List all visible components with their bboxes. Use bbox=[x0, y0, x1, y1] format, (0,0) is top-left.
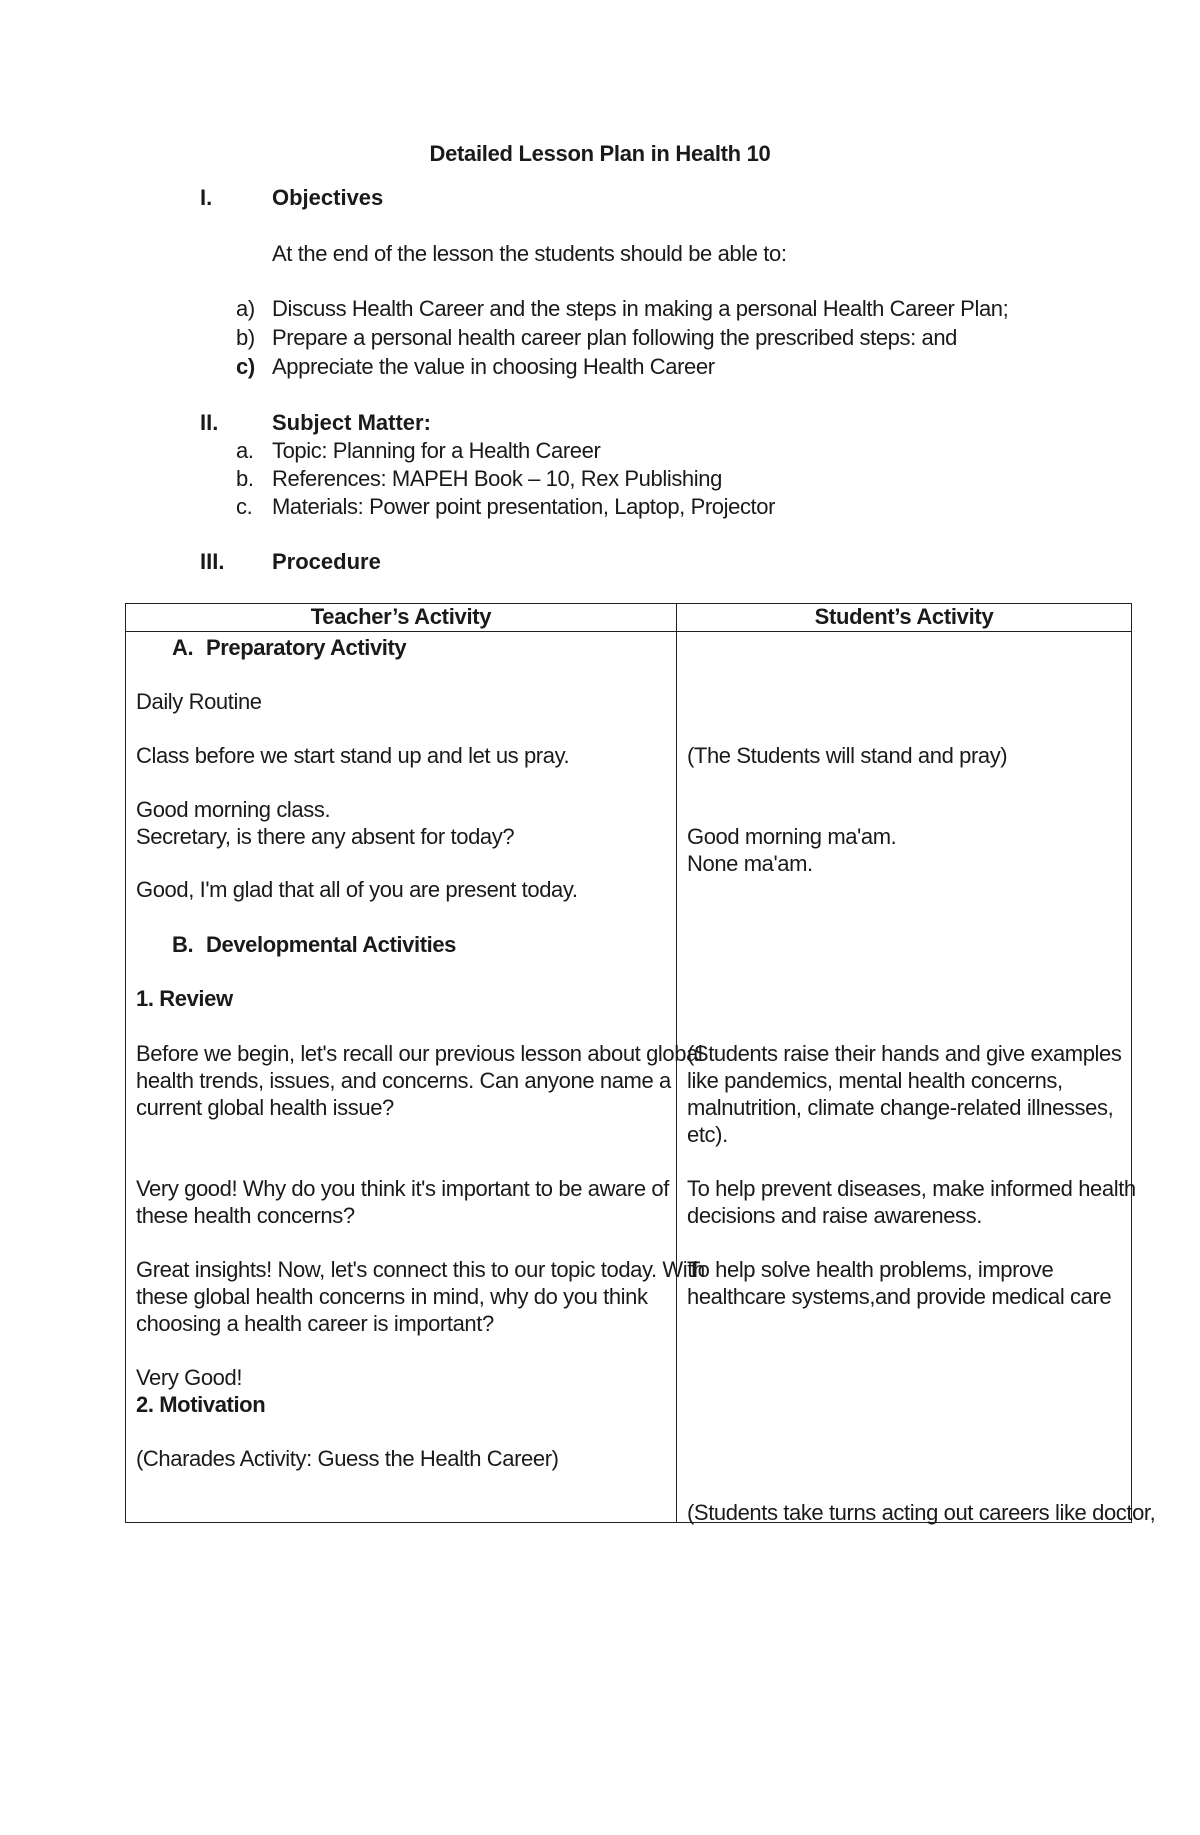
subject-matter-heading: Subject Matter: bbox=[272, 410, 431, 435]
connect-topic-line: choosing a health career is important? bbox=[136, 1311, 494, 1336]
procedure-heading: Procedure bbox=[272, 549, 381, 574]
connect-topic-line: these global health concerns in mind, why do you think bbox=[136, 1284, 648, 1309]
student-acting: (Students take turns acting out careers like doctor, bbox=[687, 1500, 1156, 1525]
teacher-pray: Class before we start stand up and let us pray. bbox=[136, 743, 570, 768]
objective-marker-c: c) bbox=[236, 354, 255, 379]
subject-marker-c: c. bbox=[236, 494, 253, 519]
subject-matter-number: II. bbox=[200, 410, 219, 435]
student-examples-line: (Students raise their hands and give examples bbox=[687, 1041, 1122, 1066]
procedure-number: III. bbox=[200, 549, 225, 574]
why-aware-line: these health concerns? bbox=[136, 1203, 355, 1228]
objective-marker-a: a) bbox=[236, 296, 255, 321]
preparatory-marker: A. bbox=[172, 635, 194, 660]
motivation-heading: 2. Motivation bbox=[136, 1392, 266, 1417]
student-prevent-line: decisions and raise awareness. bbox=[687, 1203, 982, 1228]
procedure-table bbox=[125, 603, 1156, 1525]
objectives-number: I. bbox=[200, 185, 213, 210]
review-question-line: health trends, issues, and concerns. Can anyone name a bbox=[136, 1068, 671, 1093]
student-activity-header: Student’s Activity bbox=[677, 604, 1132, 632]
objective-item-b: Prepare a personal health career plan following the prescribed steps: and bbox=[272, 325, 958, 350]
teacher-good-morning: Good morning class. bbox=[136, 797, 331, 822]
teacher-activity-cell bbox=[126, 632, 705, 1523]
subject-item-materials: Materials: Power point presentation, Laptop, Projector bbox=[272, 494, 776, 519]
teacher-activity-header: Teacher’s Activity bbox=[126, 604, 677, 632]
student-solve-line: To help solve health problems, improve bbox=[687, 1257, 1054, 1282]
student-examples-line: etc). bbox=[687, 1122, 728, 1147]
review-question-line: Before we begin, let's recall our previous lesson about global bbox=[136, 1041, 703, 1066]
student-prevent-line: To help prevent diseases, make informed health bbox=[687, 1176, 1136, 1201]
subject-marker-a: a. bbox=[236, 438, 254, 463]
objectives-heading: Objectives bbox=[272, 185, 384, 210]
teacher-glad: Good, I'm glad that all of you are present today. bbox=[136, 877, 578, 902]
objective-item-c: Appreciate the value in choosing Health Career bbox=[272, 354, 715, 379]
document-title: Detailed Lesson Plan in Health 10 bbox=[429, 141, 771, 166]
teacher-absent-question: Secretary, is there any absent for today? bbox=[136, 824, 515, 849]
student-none-absent: None ma'am. bbox=[687, 851, 813, 876]
subject-marker-b: b. bbox=[236, 466, 254, 491]
objective-marker-b: b) bbox=[236, 325, 255, 350]
student-examples-line: malnutrition, climate change-related illnesses, bbox=[687, 1095, 1114, 1120]
student-good-morning: Good morning ma'am. bbox=[687, 824, 897, 849]
developmental-marker: B. bbox=[172, 932, 194, 957]
student-activity-cell bbox=[677, 632, 1156, 1525]
review-heading: 1. Review bbox=[136, 986, 233, 1011]
charades-activity: (Charades Activity: Guess the Health Career) bbox=[136, 1446, 559, 1471]
objectives-intro: At the end of the lesson the students should be able to: bbox=[272, 241, 787, 266]
table-header-row bbox=[126, 604, 1132, 632]
developmental-activities-heading: Developmental Activities bbox=[206, 932, 457, 957]
daily-routine: Daily Routine bbox=[136, 689, 262, 714]
student-pray: (The Students will stand and pray) bbox=[687, 743, 1008, 768]
subject-item-references: References: MAPEH Book – 10, Rex Publishing bbox=[272, 466, 722, 491]
student-examples-line: like pandemics, mental health concerns, bbox=[687, 1068, 1063, 1093]
connect-topic-line: Great insights! Now, let's connect this to our topic today. With bbox=[136, 1257, 705, 1282]
review-question-line: current global health issue? bbox=[136, 1095, 394, 1120]
subject-item-topic: Topic: Planning for a Health Career bbox=[272, 438, 601, 463]
student-solve-line: healthcare systems,and provide medical care bbox=[687, 1284, 1112, 1309]
preparatory-activity-heading: Preparatory Activity bbox=[206, 635, 407, 660]
very-good: Very Good! bbox=[136, 1365, 243, 1390]
why-aware-line: Very good! Why do you think it's important to be aware of bbox=[136, 1176, 669, 1201]
objective-item-a: Discuss Health Career and the steps in making a personal Health Career Plan; bbox=[272, 296, 1009, 321]
table-row bbox=[126, 632, 1132, 1523]
